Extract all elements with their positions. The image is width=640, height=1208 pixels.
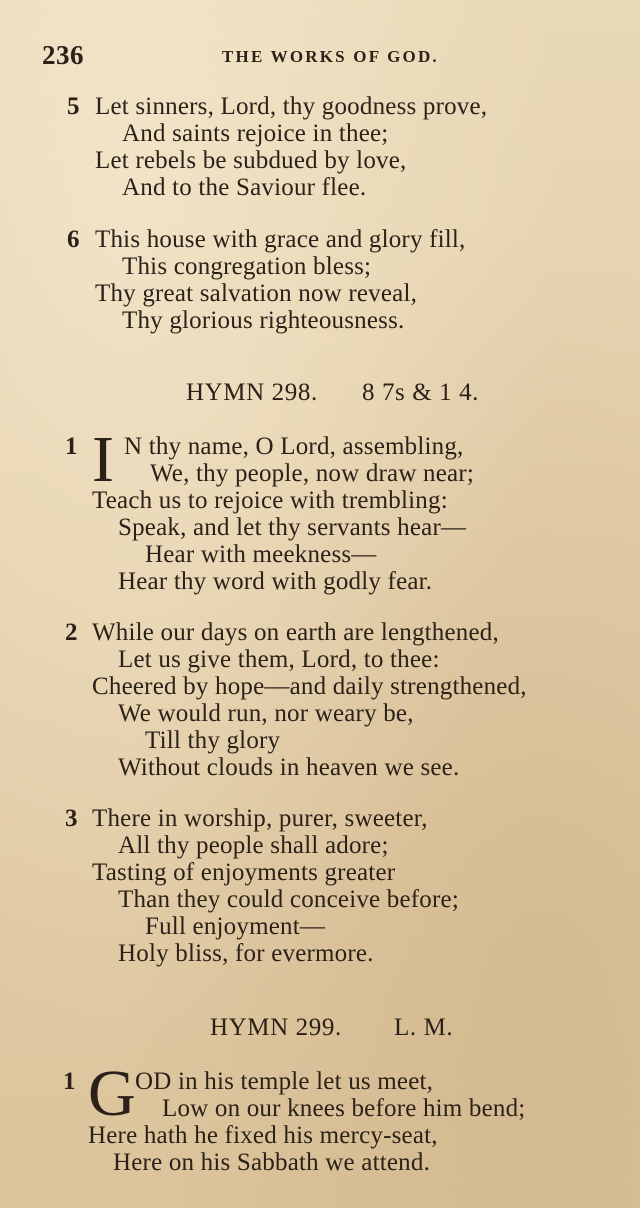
verse-line: This house with grace and glory fill, xyxy=(95,226,466,253)
stanza-number: 2 xyxy=(65,619,78,646)
page-header xyxy=(0,40,640,80)
drop-cap: G xyxy=(88,1057,136,1130)
hymn-meter: 8 7s & 1 4. xyxy=(362,379,480,406)
stanza-number: 1 xyxy=(65,433,78,460)
verse-line: Hear with meekness— xyxy=(145,541,377,568)
verse-line: Than they could conceive before; xyxy=(118,886,459,913)
verse-line: We would run, nor weary be, xyxy=(118,700,414,727)
verse-line: OD in his temple let us meet, xyxy=(135,1068,434,1095)
verse-line: Here hath he fixed his mercy-seat, xyxy=(88,1122,438,1149)
stanza-number: 6 xyxy=(67,226,80,253)
verse-line: Teach us to rejoice with trembling: xyxy=(92,487,448,514)
verse-line: Low on our knees before him bend; xyxy=(162,1095,526,1122)
verse-line: Cheered by hope—and daily strengthened, xyxy=(92,673,527,700)
verse-line: And to the Saviour flee. xyxy=(122,174,367,201)
verse-line: Holy bliss, for evermore. xyxy=(118,940,374,967)
page-number: 236 xyxy=(42,40,84,70)
verse-line: Without clouds in heaven we see. xyxy=(118,754,460,781)
verse-line: Let us give them, Lord, to thee: xyxy=(118,646,440,673)
verse-line: Thy glorious righteousness. xyxy=(122,307,405,334)
verse-line: There in worship, purer, sweeter, xyxy=(92,805,428,832)
hymn-title: HYMN 298. xyxy=(186,379,318,406)
verse-line: Till thy glory xyxy=(145,727,281,754)
stanza-number: 5 xyxy=(67,93,80,120)
hymn-title: HYMN 299. xyxy=(210,1014,342,1041)
drop-cap: I xyxy=(92,423,114,496)
running-head: THE WORKS OF GOD. xyxy=(222,47,439,66)
verse-line: We, thy people, now draw near; xyxy=(150,460,475,487)
verse-line: All thy people shall adore; xyxy=(118,832,389,859)
stanza-number: 1 xyxy=(63,1068,76,1095)
verse-line: Here on his Sabbath we attend. xyxy=(113,1149,431,1176)
verse-line: While our days on earth are lengthened, xyxy=(92,619,499,646)
verse-line: Full enjoyment— xyxy=(145,913,326,940)
verse-line: Let rebels be subdued by love, xyxy=(95,147,407,174)
hymn-meter: L. M. xyxy=(394,1014,454,1041)
verse-line: And saints rejoice in thee; xyxy=(122,120,389,147)
stanza-number: 3 xyxy=(65,805,78,832)
verse-line: Speak, and let thy servants hear— xyxy=(118,514,467,541)
verse-line: This congregation bless; xyxy=(122,253,372,280)
verse-line: Hear thy word with godly fear. xyxy=(118,568,433,595)
verse-line: N thy name, O Lord, assembling, xyxy=(124,433,464,460)
verse-line: Tasting of enjoyments greater xyxy=(92,859,396,886)
verse-line: Let sinners, Lord, thy goodness prove, xyxy=(95,93,488,120)
verse-line: Thy great salvation now reveal, xyxy=(95,280,418,307)
